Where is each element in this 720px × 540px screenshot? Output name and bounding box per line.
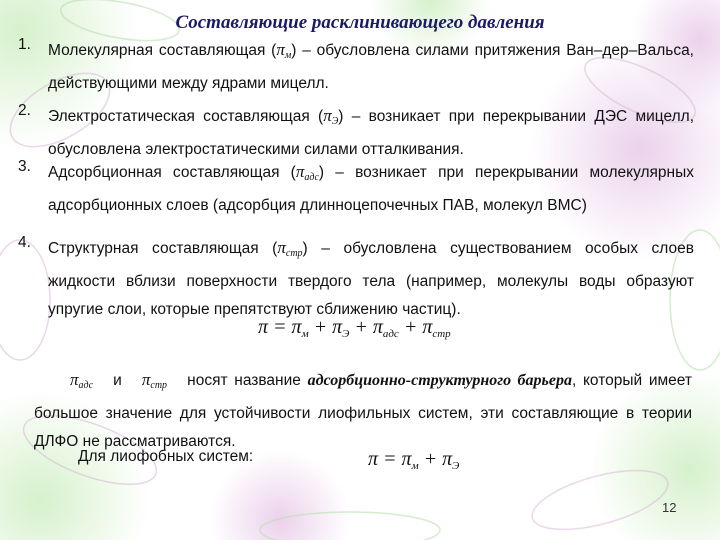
list-item-structural [18,234,694,324]
formula-plus: + [423,448,438,470]
list-item-text-after: ) – обусловлена существованием особых слоев жидкости вблизи поверхности твердого тела (например, молекулы воды образуют упругие слои, которые препятствуют сближению частиц). [48,240,695,318]
formula-plus: + [354,316,368,338]
pi-subscript: стр [432,328,451,340]
paragraph-text: носят название [187,372,301,389]
pi-subscript: Э [342,328,350,340]
pi-subscript: м [301,328,309,340]
pi-symbol: π [422,316,433,338]
formula-lhs: π [258,316,269,338]
formula-plus: + [313,316,328,338]
list-item-text [48,158,694,220]
list-item-text-after: ) – возникает при перекрывании молекулярных адсорбционных слоев (адсорбция длинноцепочечных ПАВ, молекул ВМС) [48,164,695,214]
list-item-number: 4. [18,234,31,251]
pi-subscript: адс [304,172,319,183]
pi-symbol: π [277,238,286,257]
formula-lhs: π [368,448,379,470]
pi-subscript: Э [331,116,339,127]
list-item-number: 1. [18,36,31,53]
page-number: 12 [662,500,677,515]
pi-symbol: π [141,370,151,389]
barrier-paragraph [34,366,692,456]
pi-subscript: адс [78,380,94,391]
list-item-number: 3. [18,158,31,175]
paragraph-emphasis: адсорбционно-структурного барьера [307,372,572,389]
pi-subscript: м [411,460,419,472]
pi-subscript: стр [285,248,303,259]
pi-symbol: π [291,316,302,338]
pi-symbol: π [332,316,343,338]
slide-title: Составляющие расклинивающего давления [175,12,545,33]
list-item-text-before: Структурная составляющая ( [48,240,278,257]
pi-symbol: π [442,448,453,470]
lyophobic-label: Для лиофобных систем: [78,448,254,465]
formula-equals: = [383,448,397,470]
pi-symbol: π [323,106,332,125]
list-item-text-before: Молекулярная составляющая ( [48,42,277,59]
pi-subscript: адс [382,328,399,340]
pi-subscript: м [284,50,292,61]
list-item-text-after: ) – возникает при перекрывании ДЭС мицелл, обусловлена электростатическими силами отталкивания. [48,108,694,158]
pi-symbol: π [70,370,79,389]
pi-subscript: стр [150,380,168,391]
formula-lyophobic [368,448,459,472]
paragraph-conjunction: и [113,372,122,389]
list-item-text [48,36,694,98]
pi-subscript: Э [452,460,460,472]
list-item-text-before: Электростатическая составляющая ( [48,108,324,125]
formula-equals: = [273,316,287,338]
list-item-text-after: ) – обусловлена силами притяжения Ван–дер–Вальса, действующими между ядрами мицелл. [48,42,694,92]
list-item-text [48,234,694,324]
paragraph-text: , который имеет большое значение для устойчивости лиофильных систем, эти составляющие в теории ДЛФО не рассматриваются. [34,372,692,450]
pi-symbol: π [295,162,305,181]
list-item-molecular [18,36,694,98]
list-item-text-before: Адсорбционная составляющая ( [48,164,296,181]
list-item-number: 2. [18,102,31,119]
pi-symbol: π [276,40,285,59]
formula-total-pressure [258,316,451,340]
formula-plus: + [403,316,418,338]
list-item-electrostatic [18,102,694,164]
list-item-text [48,102,694,164]
pi-symbol: π [401,448,412,470]
pi-symbol: π [372,316,383,338]
list-item-adsorption [18,158,694,220]
